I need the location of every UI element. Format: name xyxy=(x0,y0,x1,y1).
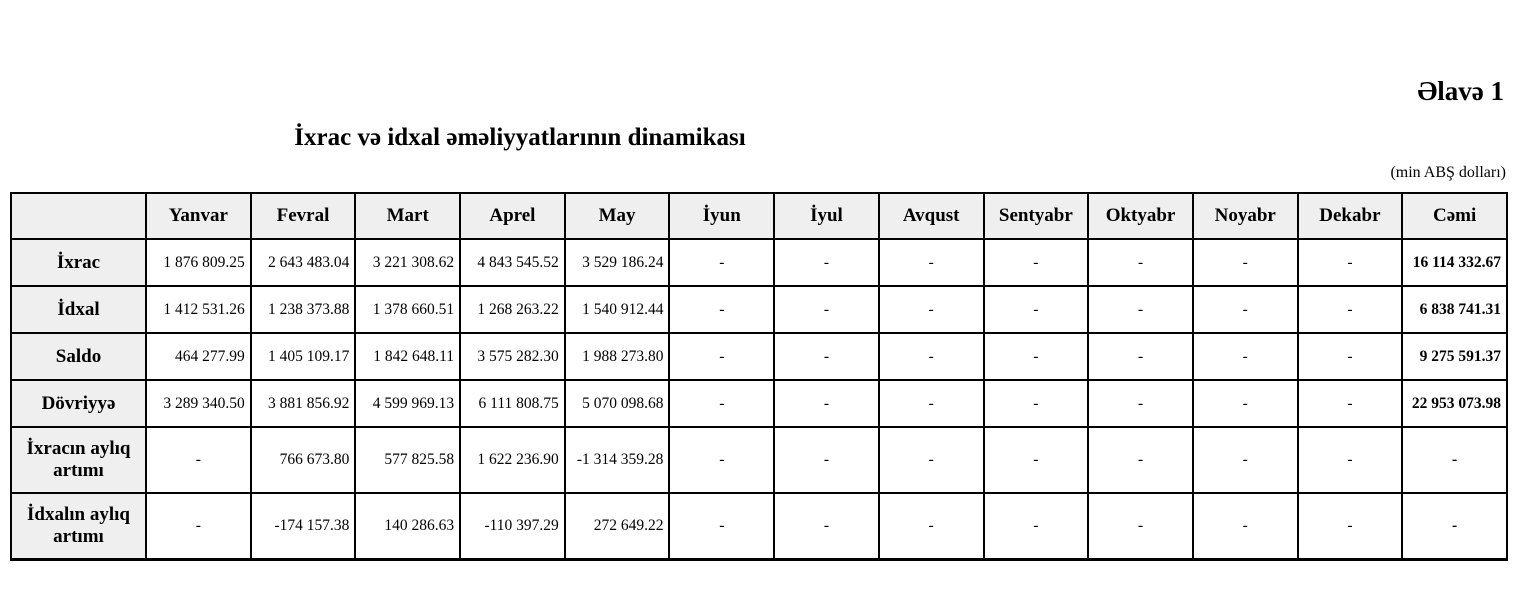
header-cell: Yanvar xyxy=(146,193,251,239)
table-cell: 1 412 531.26 xyxy=(146,286,251,333)
table-cell: -174 157.38 xyxy=(251,493,356,560)
table-header xyxy=(11,193,1507,239)
table-cell: - xyxy=(879,286,984,333)
table-cell: 3 289 340.50 xyxy=(146,380,251,427)
table-cell: - xyxy=(1402,427,1507,493)
table-body xyxy=(11,239,1507,560)
header-cell: Aprel xyxy=(460,193,565,239)
table-cell: - xyxy=(1298,286,1403,333)
table-cell: - xyxy=(669,239,774,286)
table-cell: -110 397.29 xyxy=(460,493,565,560)
header-cell: Noyabr xyxy=(1193,193,1298,239)
table-cell: 22 953 073.98 xyxy=(1402,380,1507,427)
table-cell: 6 838 741.31 xyxy=(1402,286,1507,333)
table-cell: - xyxy=(1298,239,1403,286)
table-cell: 140 286.63 xyxy=(355,493,460,560)
header-cell: İyul xyxy=(774,193,879,239)
table-cell: 1 988 273.80 xyxy=(565,333,670,380)
header-cell-empty xyxy=(11,193,146,239)
dynamics-table xyxy=(10,192,1508,561)
table-cell: - xyxy=(1088,380,1193,427)
header-cell: Sentyabr xyxy=(984,193,1089,239)
table-cell: - xyxy=(774,380,879,427)
table-row xyxy=(11,380,1507,427)
table-cell: - xyxy=(1088,239,1193,286)
table-cell: - xyxy=(669,493,774,560)
header-cell: Oktyabr xyxy=(1088,193,1193,239)
header-cell: Avqust xyxy=(879,193,984,239)
table-cell: - xyxy=(774,333,879,380)
table-cell: - xyxy=(984,380,1089,427)
table-cell: - xyxy=(1193,427,1298,493)
table-cell: - xyxy=(1402,493,1507,560)
table-cell: 3 881 856.92 xyxy=(251,380,356,427)
table-cell: 16 114 332.67 xyxy=(1402,239,1507,286)
header-cell: Dekabr xyxy=(1298,193,1403,239)
header-cell: Mart xyxy=(355,193,460,239)
table-cell: 4 843 545.52 xyxy=(460,239,565,286)
header-row xyxy=(11,193,1507,239)
table-cell: 5 070 098.68 xyxy=(565,380,670,427)
table-cell: - xyxy=(879,380,984,427)
table-cell: - xyxy=(1298,380,1403,427)
table-cell: - xyxy=(146,493,251,560)
table-cell: 3 529 186.24 xyxy=(565,239,670,286)
table-row xyxy=(11,493,1507,560)
annex-label: Əlavə 1 xyxy=(1417,76,1504,106)
table-cell: 9 275 591.37 xyxy=(1402,333,1507,380)
table-cell: - xyxy=(879,493,984,560)
row-label: Dövriyyə xyxy=(11,380,146,427)
table-row xyxy=(11,427,1507,493)
table-cell: - xyxy=(1088,427,1193,493)
header-cell: İyun xyxy=(669,193,774,239)
table-cell: - xyxy=(984,286,1089,333)
table-row xyxy=(11,239,1507,286)
unit-note: (min ABŞ dolları) xyxy=(1390,164,1506,181)
table-cell: - xyxy=(984,427,1089,493)
table-cell: 1 238 373.88 xyxy=(251,286,356,333)
table-cell: - xyxy=(1193,493,1298,560)
table-cell: - xyxy=(669,333,774,380)
row-label: İxrac xyxy=(11,239,146,286)
row-label: Saldo xyxy=(11,333,146,380)
table-cell: - xyxy=(1193,380,1298,427)
table-row xyxy=(11,333,1507,380)
table-cell: - xyxy=(1088,333,1193,380)
table-cell: - xyxy=(984,239,1089,286)
table-cell: - xyxy=(879,239,984,286)
table-cell: - xyxy=(1193,286,1298,333)
table-cell: - xyxy=(984,493,1089,560)
table-cell: 1 378 660.51 xyxy=(355,286,460,333)
table-cell: 272 649.22 xyxy=(565,493,670,560)
header-cell: Cəmi xyxy=(1402,193,1507,239)
table-cell: - xyxy=(669,427,774,493)
table-cell: 4 599 969.13 xyxy=(355,380,460,427)
table-cell: - xyxy=(879,427,984,493)
table-cell: - xyxy=(1298,333,1403,380)
table-cell: - xyxy=(146,427,251,493)
table-cell: 766 673.80 xyxy=(251,427,356,493)
table-cell: - xyxy=(1088,493,1193,560)
table-cell: 1 540 912.44 xyxy=(565,286,670,333)
table-cell: - xyxy=(1193,333,1298,380)
table-cell: 1 876 809.25 xyxy=(146,239,251,286)
table-cell: - xyxy=(1088,286,1193,333)
row-label: İdxalın aylıq artımı xyxy=(11,493,146,560)
table-cell: - xyxy=(774,493,879,560)
table-cell: 3 575 282.30 xyxy=(460,333,565,380)
table-cell: - xyxy=(669,380,774,427)
page-title: İxrac və idxal əməliyyatlarının dinamikası xyxy=(294,124,746,151)
table-cell: - xyxy=(774,239,879,286)
row-label: İdxal xyxy=(11,286,146,333)
table-cell: - xyxy=(774,427,879,493)
table-cell: 577 825.58 xyxy=(355,427,460,493)
header-cell: Fevral xyxy=(251,193,356,239)
table-cell: - xyxy=(1298,427,1403,493)
table-cell: - xyxy=(984,333,1089,380)
table-cell: - xyxy=(1193,239,1298,286)
table-cell: - xyxy=(774,286,879,333)
row-label: İxracın aylıq artımı xyxy=(11,427,146,493)
table-cell: - xyxy=(1298,493,1403,560)
table-cell: -1 314 359.28 xyxy=(565,427,670,493)
table-cell: - xyxy=(879,333,984,380)
table-cell: 2 643 483.04 xyxy=(251,239,356,286)
table-cell: 1 622 236.90 xyxy=(460,427,565,493)
table-cell: 1 405 109.17 xyxy=(251,333,356,380)
table-cell: 1 842 648.11 xyxy=(355,333,460,380)
table-cell: 464 277.99 xyxy=(146,333,251,380)
table-cell: 6 111 808.75 xyxy=(460,380,565,427)
table-cell: 1 268 263.22 xyxy=(460,286,565,333)
header-cell: May xyxy=(565,193,670,239)
table-cell: 3 221 308.62 xyxy=(355,239,460,286)
table-cell: - xyxy=(669,286,774,333)
table-row xyxy=(11,286,1507,333)
